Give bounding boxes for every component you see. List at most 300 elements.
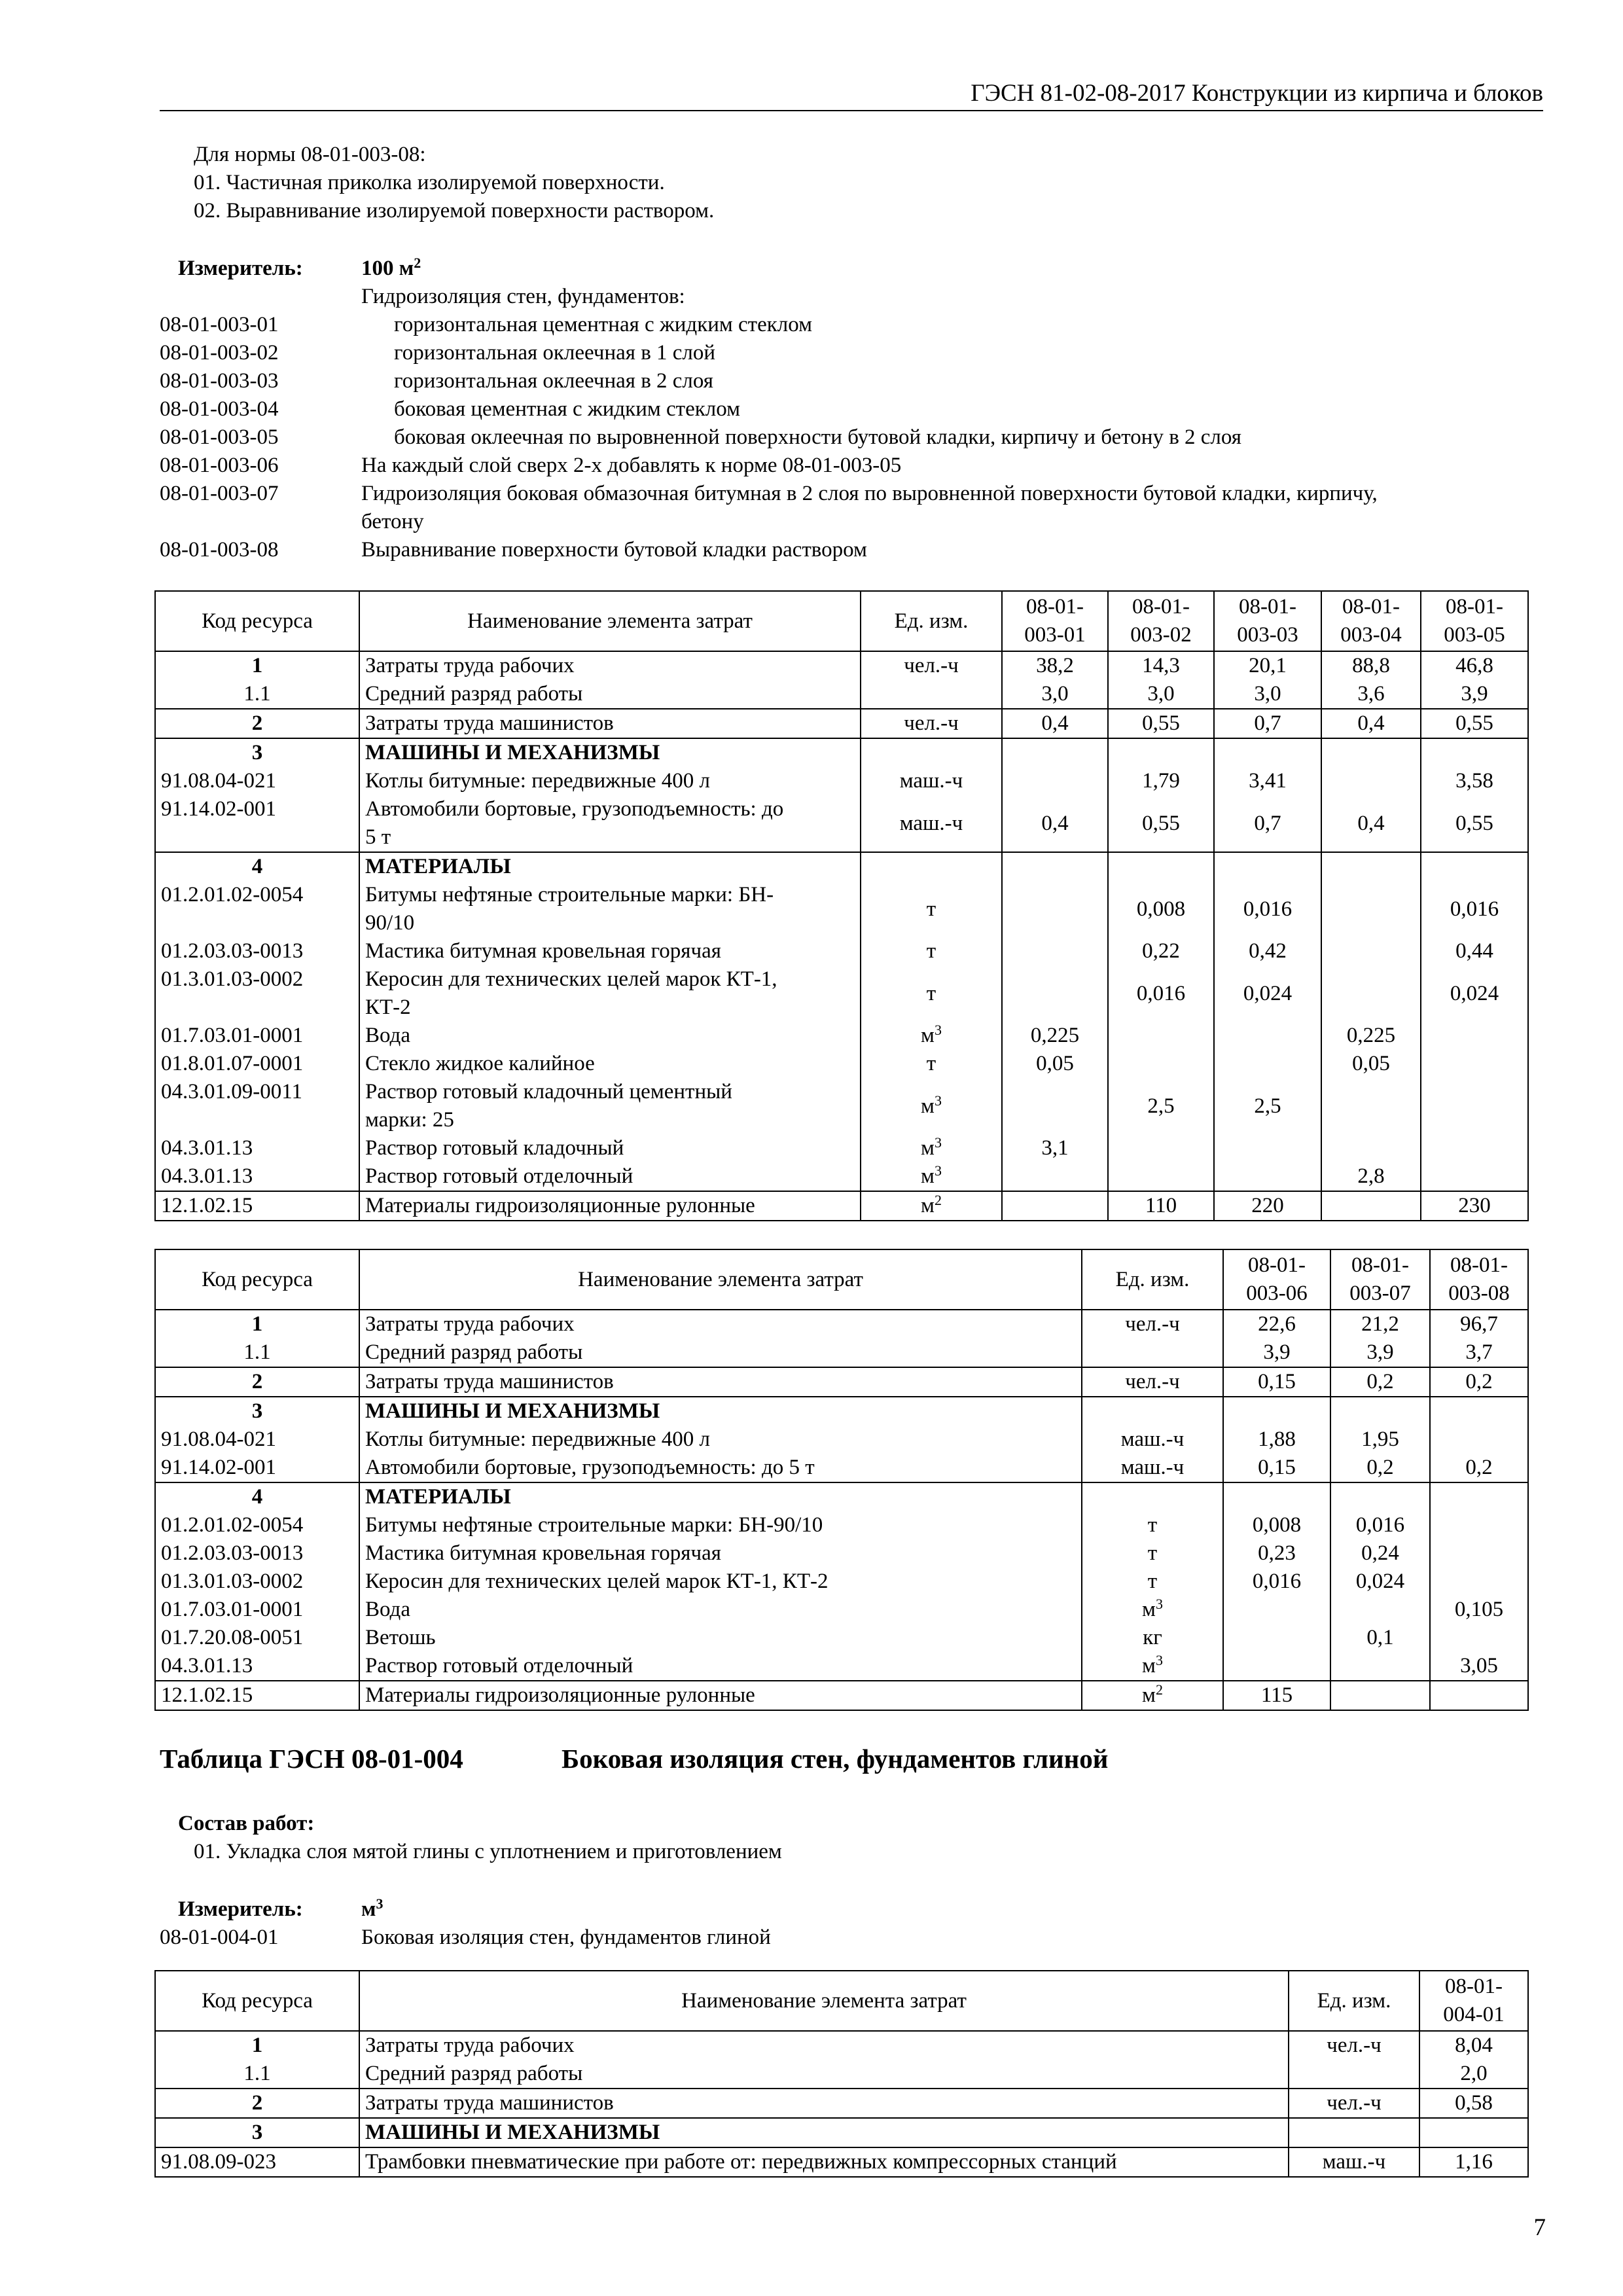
measure-label: Измеритель: [178, 257, 303, 280]
table-row [155, 1310, 1528, 1338]
resource-name: Материалы гидроизоляционные рулонные [359, 1191, 861, 1221]
norm-value [1223, 1482, 1330, 1511]
norm-value [1002, 1078, 1108, 1134]
header-unit: Ед. изм. [1289, 1971, 1419, 2031]
norm-value: 22,6 [1223, 1310, 1330, 1338]
norm-value: 0,15 [1223, 1454, 1330, 1482]
resource-unit: $м^3$ [861, 1078, 1002, 1134]
norm-value: 0,016 [1214, 881, 1321, 937]
page-header [160, 73, 1543, 111]
resource-unit [1289, 2118, 1419, 2147]
resource-unit: маш.-ч [861, 767, 1002, 795]
resource-name: Затраты труда машинистов [359, 709, 861, 738]
norm-code-desc: Боковая изоляция стен, фундаментов глиной [361, 1926, 771, 1949]
resource-unit: $м^3$ [1082, 1596, 1223, 1624]
norm-code-desc: На каждый слой сверх 2-х добавлять к норме 08-01-003-05 [361, 454, 902, 477]
norm-value: 0,1 [1330, 1624, 1430, 1652]
resource-code: 2 [155, 1367, 359, 1397]
norm-value [1430, 1482, 1528, 1511]
resource-code: 91.08.04-021 [155, 767, 359, 795]
norm-value: 0,44 [1421, 937, 1528, 965]
norm-value: 2,0 [1419, 2060, 1528, 2089]
resource-unit: маш.-ч [1082, 1426, 1223, 1454]
resource-code: 2 [155, 709, 359, 738]
resource-code: 2 [155, 2089, 359, 2118]
resource-unit: чел.-ч [861, 651, 1002, 680]
resource-code: 1.1 [155, 680, 359, 709]
norm-value [1419, 2118, 1528, 2147]
table-row [155, 2031, 1528, 2060]
resource-name: Битумы нефтяные строительные марки: БН- 90/10 [359, 881, 861, 937]
norm-value [1421, 852, 1528, 881]
norm-value: 0,024 [1214, 965, 1321, 1022]
table-row [155, 937, 1528, 965]
norm-value: 20,1 [1214, 651, 1321, 680]
norm-value: 115 [1223, 1681, 1330, 1710]
measure-value-2: $м^3$ [361, 1895, 383, 1921]
table-row [155, 2147, 1528, 2177]
resource-name: Котлы битумные: передвижные 400 л [359, 1426, 1082, 1454]
table-title-name: Боковая изоляция стен, фундаментов глиной [562, 1744, 1109, 1774]
resource-name: МАТЕРИАЛЫ [359, 1482, 1082, 1511]
resource-code: 1 [155, 1310, 359, 1338]
resource-name: МАШИНЫ И МЕХАНИЗМЫ [359, 1397, 1082, 1426]
header-norm-col: 08-01- 003-07 [1330, 1249, 1430, 1310]
resource-unit: маш.-ч [861, 795, 1002, 852]
resource-unit: т [861, 881, 1002, 937]
norm-value: 2,8 [1321, 1162, 1421, 1191]
norm-value [1002, 1162, 1108, 1191]
norm-value: 0,024 [1330, 1568, 1430, 1596]
resource-unit [1289, 2060, 1419, 2089]
resource-unit: чел.-ч [1289, 2089, 1419, 2118]
intro-step-2: 02. Выравнивание изолируемой поверхности раствором. [194, 199, 715, 223]
resource-code: 91.14.02-001 [155, 1454, 359, 1482]
resource-code: 01.7.03.01-0001 [155, 1596, 359, 1624]
table-row [155, 2060, 1528, 2089]
resource-name: Раствор готовый кладочный цементный марки: 25 [359, 1078, 861, 1134]
norm-value: 3,1 [1002, 1134, 1108, 1162]
header-norm-col: 08-01- 003-06 [1223, 1249, 1330, 1310]
norm-value [1321, 1134, 1421, 1162]
header-norm-col: 08-01- 003-05 [1421, 591, 1528, 651]
resource-code: 01.7.20.08-0051 [155, 1624, 359, 1652]
resource-code: 91.08.04-021 [155, 1426, 359, 1454]
measure-label-2: Измеритель: [178, 1897, 303, 1921]
table-row [155, 1134, 1528, 1162]
norm-value [1321, 1191, 1421, 1221]
norm-value [1223, 1596, 1330, 1624]
norm-value [1214, 738, 1321, 767]
norm-value: 220 [1214, 1191, 1321, 1221]
table-row [155, 1367, 1528, 1397]
resource-unit: т [1082, 1539, 1223, 1568]
norm-value: 0,2 [1430, 1454, 1528, 1482]
norm-code-desc: горизонтальная оклеечная в 1 слой [394, 341, 716, 365]
norm-value: 0,05 [1002, 1050, 1108, 1078]
norm-value [1321, 881, 1421, 937]
header-name: Наименование элемента затрат [359, 591, 861, 651]
table-row [155, 767, 1528, 795]
table-row [155, 2118, 1528, 2147]
norm-value: 0,4 [1002, 709, 1108, 738]
norm-value [1330, 1652, 1430, 1681]
resource-code: 01.3.01.03-0002 [155, 1568, 359, 1596]
norm-value [1214, 1050, 1321, 1078]
resource-unit: т [1082, 1568, 1223, 1596]
norm-value [1330, 1681, 1430, 1710]
resource-name: Мастика битумная кровельная горячая [359, 1539, 1082, 1568]
header-code: Код ресурса [155, 1971, 359, 2031]
table-row [155, 651, 1528, 680]
header-norm-col: 08-01- 003-03 [1214, 591, 1321, 651]
resource-unit: чел.-ч [1082, 1310, 1223, 1338]
resource-name: Раствор готовый отделочный [359, 1162, 861, 1191]
norm-value [1223, 1624, 1330, 1652]
norm-value [1330, 1596, 1430, 1624]
resource-name: Вода [359, 1022, 861, 1050]
resource-name: Затраты труда рабочих [359, 1310, 1082, 1338]
resource-table-1 [154, 590, 1529, 1221]
resource-name: Раствор готовый отделочный [359, 1652, 1082, 1681]
norm-value: 96,7 [1430, 1310, 1528, 1338]
resource-unit [1082, 1338, 1223, 1367]
norm-value: 0,55 [1421, 709, 1528, 738]
header-norm-col: 08-01- 003-04 [1321, 591, 1421, 651]
norm-value: 1,79 [1108, 767, 1214, 795]
intro-step-1: 01. Частичная приколка изолируемой поверхности. [194, 171, 665, 194]
norm-value: 0,42 [1214, 937, 1321, 965]
norm-value: 0,016 [1421, 881, 1528, 937]
norm-value [1002, 965, 1108, 1022]
resource-code: 01.2.03.03-0013 [155, 1539, 359, 1568]
norm-value [1321, 965, 1421, 1022]
norm-value: 0,2 [1330, 1454, 1430, 1482]
norm-value [1108, 1050, 1214, 1078]
resource-unit: $м^3$ [861, 1162, 1002, 1191]
norm-code: 08-01-003-07 [160, 482, 279, 505]
table-row [155, 795, 1528, 852]
resource-name: Автомобили бортовые, грузоподъемность: до 5 т [359, 795, 861, 852]
table-row [155, 1078, 1528, 1134]
norm-value: 3,41 [1214, 767, 1321, 795]
composition-step: 01. Укладка слоя мятой глины с уплотнением и приготовлением [194, 1840, 782, 1863]
resource-unit: $м^3$ [1082, 1652, 1223, 1681]
norm-value: 3,05 [1430, 1652, 1528, 1681]
table-row [155, 709, 1528, 738]
resource-code: 12.1.02.15 [155, 1681, 359, 1710]
resource-name: Затраты труда машинистов [359, 1367, 1082, 1397]
norm-value [1321, 1078, 1421, 1134]
norm-value [1430, 1511, 1528, 1539]
group-title: Гидроизоляция стен, фундаментов: [361, 285, 685, 308]
table-row [155, 1681, 1528, 1710]
table-row [155, 1397, 1528, 1426]
norm-value [1430, 1568, 1528, 1596]
norm-value [1223, 1652, 1330, 1681]
norm-value [1002, 852, 1108, 881]
table-row [155, 738, 1528, 767]
norm-value [1421, 1022, 1528, 1050]
norm-value: 1,88 [1223, 1426, 1330, 1454]
table-row [155, 1050, 1528, 1078]
resource-name: Средний разряд работы [359, 1338, 1082, 1367]
header-name: Наименование элемента затрат [359, 1971, 1289, 2031]
norm-value: 8,04 [1419, 2031, 1528, 2060]
norm-value [1321, 767, 1421, 795]
norm-code: 08-01-003-03 [160, 369, 279, 393]
table-row [155, 2089, 1528, 2118]
resource-code: 3 [155, 2118, 359, 2147]
resource-unit: маш.-ч [1289, 2147, 1419, 2177]
resource-code: 4 [155, 1482, 359, 1511]
resource-code: 91.08.09-023 [155, 2147, 359, 2177]
norm-value [1421, 1162, 1528, 1191]
table-row [155, 1482, 1528, 1511]
norm-value: 3,0 [1002, 680, 1108, 709]
table-row [155, 1338, 1528, 1367]
norm-value: 0,2 [1430, 1367, 1528, 1397]
resource-unit [1082, 1397, 1223, 1426]
table-row [155, 965, 1528, 1022]
resource-unit: чел.-ч [1082, 1367, 1223, 1397]
norm-code: 08-01-003-04 [160, 397, 279, 421]
norm-value [1421, 1078, 1528, 1134]
norm-value [1430, 1397, 1528, 1426]
table-row [155, 1162, 1528, 1191]
norm-value: 0,4 [1002, 795, 1108, 852]
norm-code: 08-01-003-08 [160, 538, 279, 562]
table-row [155, 1539, 1528, 1568]
table-row [155, 680, 1528, 709]
norm-value [1108, 1162, 1214, 1191]
norm-value [1214, 1162, 1321, 1191]
norm-value: 3,9 [1330, 1338, 1430, 1367]
resource-code: 01.8.01.07-0001 [155, 1050, 359, 1078]
resource-table-3 [154, 1970, 1529, 2178]
table-row [155, 1454, 1528, 1482]
norm-value: 3,9 [1421, 680, 1528, 709]
norm-value: 1,16 [1419, 2147, 1528, 2177]
resource-name: МАТЕРИАЛЫ [359, 852, 861, 881]
resource-unit: $м^3$ [861, 1022, 1002, 1050]
resource-code: 04.3.01.13 [155, 1652, 359, 1681]
resource-unit: чел.-ч [861, 709, 1002, 738]
table-row [155, 1624, 1528, 1652]
norm-value [1321, 937, 1421, 965]
norm-code-desc-cont: бетону [361, 510, 424, 533]
norm-value [1430, 1624, 1528, 1652]
norm-value [1108, 738, 1214, 767]
resource-name: Средний разряд работы [359, 680, 861, 709]
table-row [155, 1426, 1528, 1454]
composition-label: Состав работ: [178, 1812, 315, 1835]
resource-name: Затраты труда машинистов [359, 2089, 1289, 2118]
norm-code: 08-01-003-06 [160, 454, 279, 477]
resource-code: 01.2.03.03-0013 [155, 937, 359, 965]
norm-value: 2,5 [1214, 1078, 1321, 1134]
norm-value: 0,4 [1321, 709, 1421, 738]
norm-value: 0,016 [1108, 965, 1214, 1022]
resource-name: Автомобили бортовые, грузоподъемность: до 5 т [359, 1454, 1082, 1482]
norm-code-desc: горизонтальная оклеечная в 2 слоя [394, 369, 713, 393]
norm-value: 0,4 [1321, 795, 1421, 852]
norm-value: 0,58 [1419, 2089, 1528, 2118]
resource-code: 01.2.01.02-0054 [155, 1511, 359, 1539]
resource-unit: $м^2$ [1082, 1681, 1223, 1710]
resource-unit: $м^2$ [861, 1191, 1002, 1221]
norm-code: 08-01-004-01 [160, 1926, 279, 1949]
table-row [155, 1022, 1528, 1050]
norm-value: 0,016 [1330, 1511, 1430, 1539]
norm-value: 14,3 [1108, 651, 1214, 680]
resource-name: МАШИНЫ И МЕХАНИЗМЫ [359, 738, 861, 767]
table-row [155, 852, 1528, 881]
norm-code-desc: боковая цементная с жидким стеклом [394, 397, 740, 421]
norm-value: 3,0 [1214, 680, 1321, 709]
norm-value [1430, 1681, 1528, 1710]
norm-value [1002, 738, 1108, 767]
norm-reference: Для нормы 08-01-003-08: [194, 143, 426, 166]
norm-value: 0,55 [1108, 709, 1214, 738]
resource-name: Керосин для технических целей марок КТ-1, КТ-2 [359, 1568, 1082, 1596]
resource-code: 1 [155, 651, 359, 680]
resource-code: 01.7.03.01-0001 [155, 1022, 359, 1050]
resource-code: 1 [155, 2031, 359, 2060]
header-norm-col: 08-01- 003-08 [1430, 1249, 1528, 1310]
norm-value: 0,55 [1421, 795, 1528, 852]
norm-value: 46,8 [1421, 651, 1528, 680]
header-norm-col: 08-01- 003-01 [1002, 591, 1108, 651]
norm-value [1321, 852, 1421, 881]
resource-name: Котлы битумные: передвижные 400 л [359, 767, 861, 795]
resource-code: 3 [155, 1397, 359, 1426]
resource-unit: маш.-ч [1082, 1454, 1223, 1482]
header-norm-col: 08-01- 004-01 [1419, 1971, 1528, 2031]
header-code: Код ресурса [155, 1249, 359, 1310]
resource-unit [861, 680, 1002, 709]
header-code: Код ресурса [155, 591, 359, 651]
norm-value [1321, 738, 1421, 767]
norm-value: 0,024 [1421, 965, 1528, 1022]
table-row [155, 1511, 1528, 1539]
norm-value: 0,24 [1330, 1539, 1430, 1568]
norm-value [1002, 881, 1108, 937]
norm-value: 0,008 [1223, 1511, 1330, 1539]
resource-code: 01.2.01.02-0054 [155, 881, 359, 937]
resource-unit: т [861, 937, 1002, 965]
norm-code-desc: Выравнивание поверхности бутовой кладки раствором [361, 538, 867, 562]
resource-name: Битумы нефтяные строительные марки: БН-90/10 [359, 1511, 1082, 1539]
norm-value: 38,2 [1002, 651, 1108, 680]
norm-code-desc: горизонтальная цементная с жидким стеклом [394, 313, 812, 336]
norm-value [1214, 852, 1321, 881]
norm-value [1421, 1134, 1528, 1162]
norm-value [1108, 852, 1214, 881]
resource-code: 1.1 [155, 1338, 359, 1367]
norm-code: 08-01-003-05 [160, 425, 279, 449]
norm-code-desc: боковая оклеечная по выровненной поверхности бутовой кладки, кирпичу и бетону в 2 слоя [394, 425, 1241, 449]
norm-value [1002, 1191, 1108, 1221]
resource-name: Керосин для технических целей марок КТ-1, КТ-2 [359, 965, 861, 1022]
resource-code: 12.1.02.15 [155, 1191, 359, 1221]
table-row [155, 1191, 1528, 1221]
resource-name: Мастика битумная кровельная горячая [359, 937, 861, 965]
table-row [155, 1568, 1528, 1596]
table-row [155, 1652, 1528, 1681]
page-number: 7 [1533, 2214, 1546, 2241]
norm-value [1330, 1397, 1430, 1426]
resource-code: 1.1 [155, 2060, 359, 2089]
norm-value: 0,225 [1321, 1022, 1421, 1050]
resource-name: Раствор готовый кладочный [359, 1134, 861, 1162]
resource-name: Материалы гидроизоляционные рулонные [359, 1681, 1082, 1710]
norm-value: 0,23 [1223, 1539, 1330, 1568]
table-title-code: Таблица ГЭСН 08-01-004 [160, 1744, 463, 1774]
norm-value: 0,016 [1223, 1568, 1330, 1596]
header-name: Наименование элемента затрат [359, 1249, 1082, 1310]
resource-unit: т [1082, 1511, 1223, 1539]
table-row [155, 1596, 1528, 1624]
resource-unit: $м^3$ [861, 1134, 1002, 1162]
norm-value: 1,95 [1330, 1426, 1430, 1454]
norm-value: 3,6 [1321, 680, 1421, 709]
norm-value: 3,7 [1430, 1338, 1528, 1367]
norm-value [1108, 1134, 1214, 1162]
document-title: ГЭСН 81-02-08-2017 Конструкции из кирпича и блоков [971, 80, 1543, 107]
norm-code-desc: Гидроизоляция боковая обмазочная битумная в 2 слоя по выровненной поверхности бутовой кладки, кирпичу, [361, 482, 1378, 505]
resource-code: 91.14.02-001 [155, 795, 359, 852]
norm-code: 08-01-003-02 [160, 341, 279, 365]
resource-name: МАШИНЫ И МЕХАНИЗМЫ [359, 2118, 1289, 2147]
norm-value: 0,2 [1330, 1367, 1430, 1397]
resource-table-2 [154, 1249, 1529, 1711]
resource-unit [861, 852, 1002, 881]
norm-value [1108, 1022, 1214, 1050]
resource-name: Стекло жидкое калийное [359, 1050, 861, 1078]
table-row [155, 881, 1528, 937]
header-unit: Ед. изм. [1082, 1249, 1223, 1310]
norm-value: 21,2 [1330, 1310, 1430, 1338]
norm-value: 3,58 [1421, 767, 1528, 795]
norm-value [1214, 1022, 1321, 1050]
norm-value [1421, 738, 1528, 767]
norm-value: 0,105 [1430, 1596, 1528, 1624]
header-norm-col: 08-01- 003-02 [1108, 591, 1214, 651]
norm-value: 110 [1108, 1191, 1214, 1221]
resource-code: 4 [155, 852, 359, 881]
norm-value: 0,15 [1223, 1367, 1330, 1397]
resource-unit: т [861, 1050, 1002, 1078]
norm-value [1002, 767, 1108, 795]
norm-value: 0,7 [1214, 709, 1321, 738]
resource-code: 01.3.01.03-0002 [155, 965, 359, 1022]
resource-unit [1082, 1482, 1223, 1511]
resource-name: Ветошь [359, 1624, 1082, 1652]
resource-unit [861, 738, 1002, 767]
norm-value [1421, 1050, 1528, 1078]
resource-name: Средний разряд работы [359, 2060, 1289, 2089]
norm-value: 0,008 [1108, 881, 1214, 937]
norm-value [1430, 1539, 1528, 1568]
norm-value: 230 [1421, 1191, 1528, 1221]
norm-value: 3,0 [1108, 680, 1214, 709]
norm-value: 0,22 [1108, 937, 1214, 965]
norm-value: 88,8 [1321, 651, 1421, 680]
resource-unit: кг [1082, 1624, 1223, 1652]
measure-value: 100 $м^2$ [361, 255, 421, 280]
resource-code: 3 [155, 738, 359, 767]
